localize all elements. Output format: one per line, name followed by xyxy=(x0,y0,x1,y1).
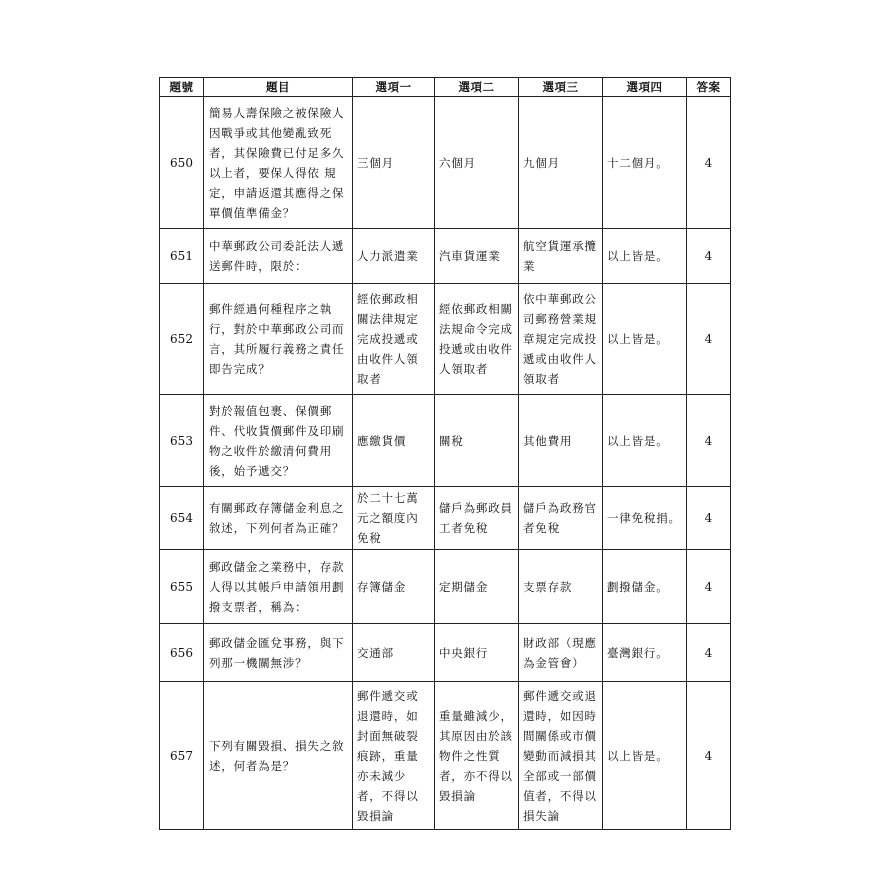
question-text: 郵政儲金之業務中，存款人得以其帳戶申請領用劃撥支票者，稱為： xyxy=(204,550,353,624)
option-3: 其他費用 xyxy=(519,395,603,487)
answer: 4 xyxy=(687,624,731,682)
table-row xyxy=(160,395,731,487)
question-number: 654 xyxy=(160,487,204,550)
option-4: 以上皆是。 xyxy=(603,682,687,830)
header-option-2: 選項二 xyxy=(435,78,519,97)
option-3: 儲戶為政務官者免稅 xyxy=(519,487,603,550)
option-2: 汽車貨運業 xyxy=(435,229,519,284)
answer: 4 xyxy=(687,229,731,284)
option-1: 三個月 xyxy=(353,97,435,229)
option-2: 重量雖減少，其原因由於該物件之性質者，亦不得以毀損論 xyxy=(435,682,519,830)
option-1: 應繳貨價 xyxy=(353,395,435,487)
option-2: 六個月 xyxy=(435,97,519,229)
question-text: 有關郵政存簿儲金利息之敘述，下列何者為正確？ xyxy=(204,487,353,550)
answer: 4 xyxy=(687,97,731,229)
table-row xyxy=(160,284,731,395)
option-2: 定期儲金 xyxy=(435,550,519,624)
option-4: 劃撥儲金。 xyxy=(603,550,687,624)
exam-table-container xyxy=(159,77,730,830)
question-text: 中華郵政公司委託法人遞送郵件時，限於： xyxy=(204,229,353,284)
option-2: 儲戶為郵政員工者免稅 xyxy=(435,487,519,550)
table-row xyxy=(160,550,731,624)
header-question: 題目 xyxy=(204,78,353,97)
answer: 4 xyxy=(687,550,731,624)
option-3: 支票存款 xyxy=(519,550,603,624)
exam-question-table xyxy=(159,77,731,830)
answer: 4 xyxy=(687,487,731,550)
question-number: 655 xyxy=(160,550,204,624)
question-number: 652 xyxy=(160,284,204,395)
header-answer: 答案 xyxy=(687,78,731,97)
option-4: 十二個月。 xyxy=(603,97,687,229)
option-4: 以上皆是。 xyxy=(603,395,687,487)
answer: 4 xyxy=(687,395,731,487)
question-number: 650 xyxy=(160,97,204,229)
table-row xyxy=(160,487,731,550)
option-4: 以上皆是。 xyxy=(603,284,687,395)
header-option-4: 選項四 xyxy=(603,78,687,97)
answer: 4 xyxy=(687,284,731,395)
question-number: 657 xyxy=(160,682,204,830)
table-row xyxy=(160,97,731,229)
header-option-3: 選項三 xyxy=(519,78,603,97)
option-3: 郵件遞交或退還時，如因時間關係或市價變動而減損其全部或一部價值者，不得以損失論 xyxy=(519,682,603,830)
option-2: 關稅 xyxy=(435,395,519,487)
question-text: 郵件經過何種程序之執行，對於中華郵政公司而言，其所履行義務之責任即告完成？ xyxy=(204,284,353,395)
table-row xyxy=(160,682,731,830)
option-1: 於二十七萬元之額度內免稅 xyxy=(353,487,435,550)
question-text: 郵政儲金匯兌事務，與下列那一機關無涉？ xyxy=(204,624,353,682)
question-number: 651 xyxy=(160,229,204,284)
table-row xyxy=(160,229,731,284)
option-1: 經依郵政相關法律規定完成投遞或由收件人領取者 xyxy=(353,284,435,395)
option-3: 財政部（現應為金管會） xyxy=(519,624,603,682)
option-4: 臺灣銀行。 xyxy=(603,624,687,682)
option-1: 人力派遣業 xyxy=(353,229,435,284)
option-3: 航空貨運承攬業 xyxy=(519,229,603,284)
option-4: 一律免稅捐。 xyxy=(603,487,687,550)
question-number: 653 xyxy=(160,395,204,487)
table-header-row xyxy=(160,78,731,97)
option-4: 以上皆是。 xyxy=(603,229,687,284)
option-1: 交通部 xyxy=(353,624,435,682)
option-3: 九個月 xyxy=(519,97,603,229)
question-text: 下列有關毀損、損失之敘述，何者為是？ xyxy=(204,682,353,830)
header-question-number: 題號 xyxy=(160,78,204,97)
question-text: 簡易人壽保險之被保險人因戰爭或其他變亂致死者，其保險費已付足多久以上者，要保人得依 規定，申請返還其應得之保單價值準備金？ xyxy=(204,97,353,229)
question-text: 對於報值包裹、保價郵件、代收貨價郵件及印刷物之收件於繳清何費用後，始予遞交？ xyxy=(204,395,353,487)
option-3: 依中華郵政公司郵務營業規章規定完成投遞或由收件人領取者 xyxy=(519,284,603,395)
option-1: 郵件遞交或退還時，如封面無破裂痕跡，重量亦未減少者，不得以毀損論 xyxy=(353,682,435,830)
header-option-1: 選項一 xyxy=(353,78,435,97)
answer: 4 xyxy=(687,682,731,830)
option-2: 經依郵政相關法規命令完成投遞或由收件人領取者 xyxy=(435,284,519,395)
option-2: 中央銀行 xyxy=(435,624,519,682)
question-number: 656 xyxy=(160,624,204,682)
option-1: 存簿儲金 xyxy=(353,550,435,624)
table-row xyxy=(160,624,731,682)
